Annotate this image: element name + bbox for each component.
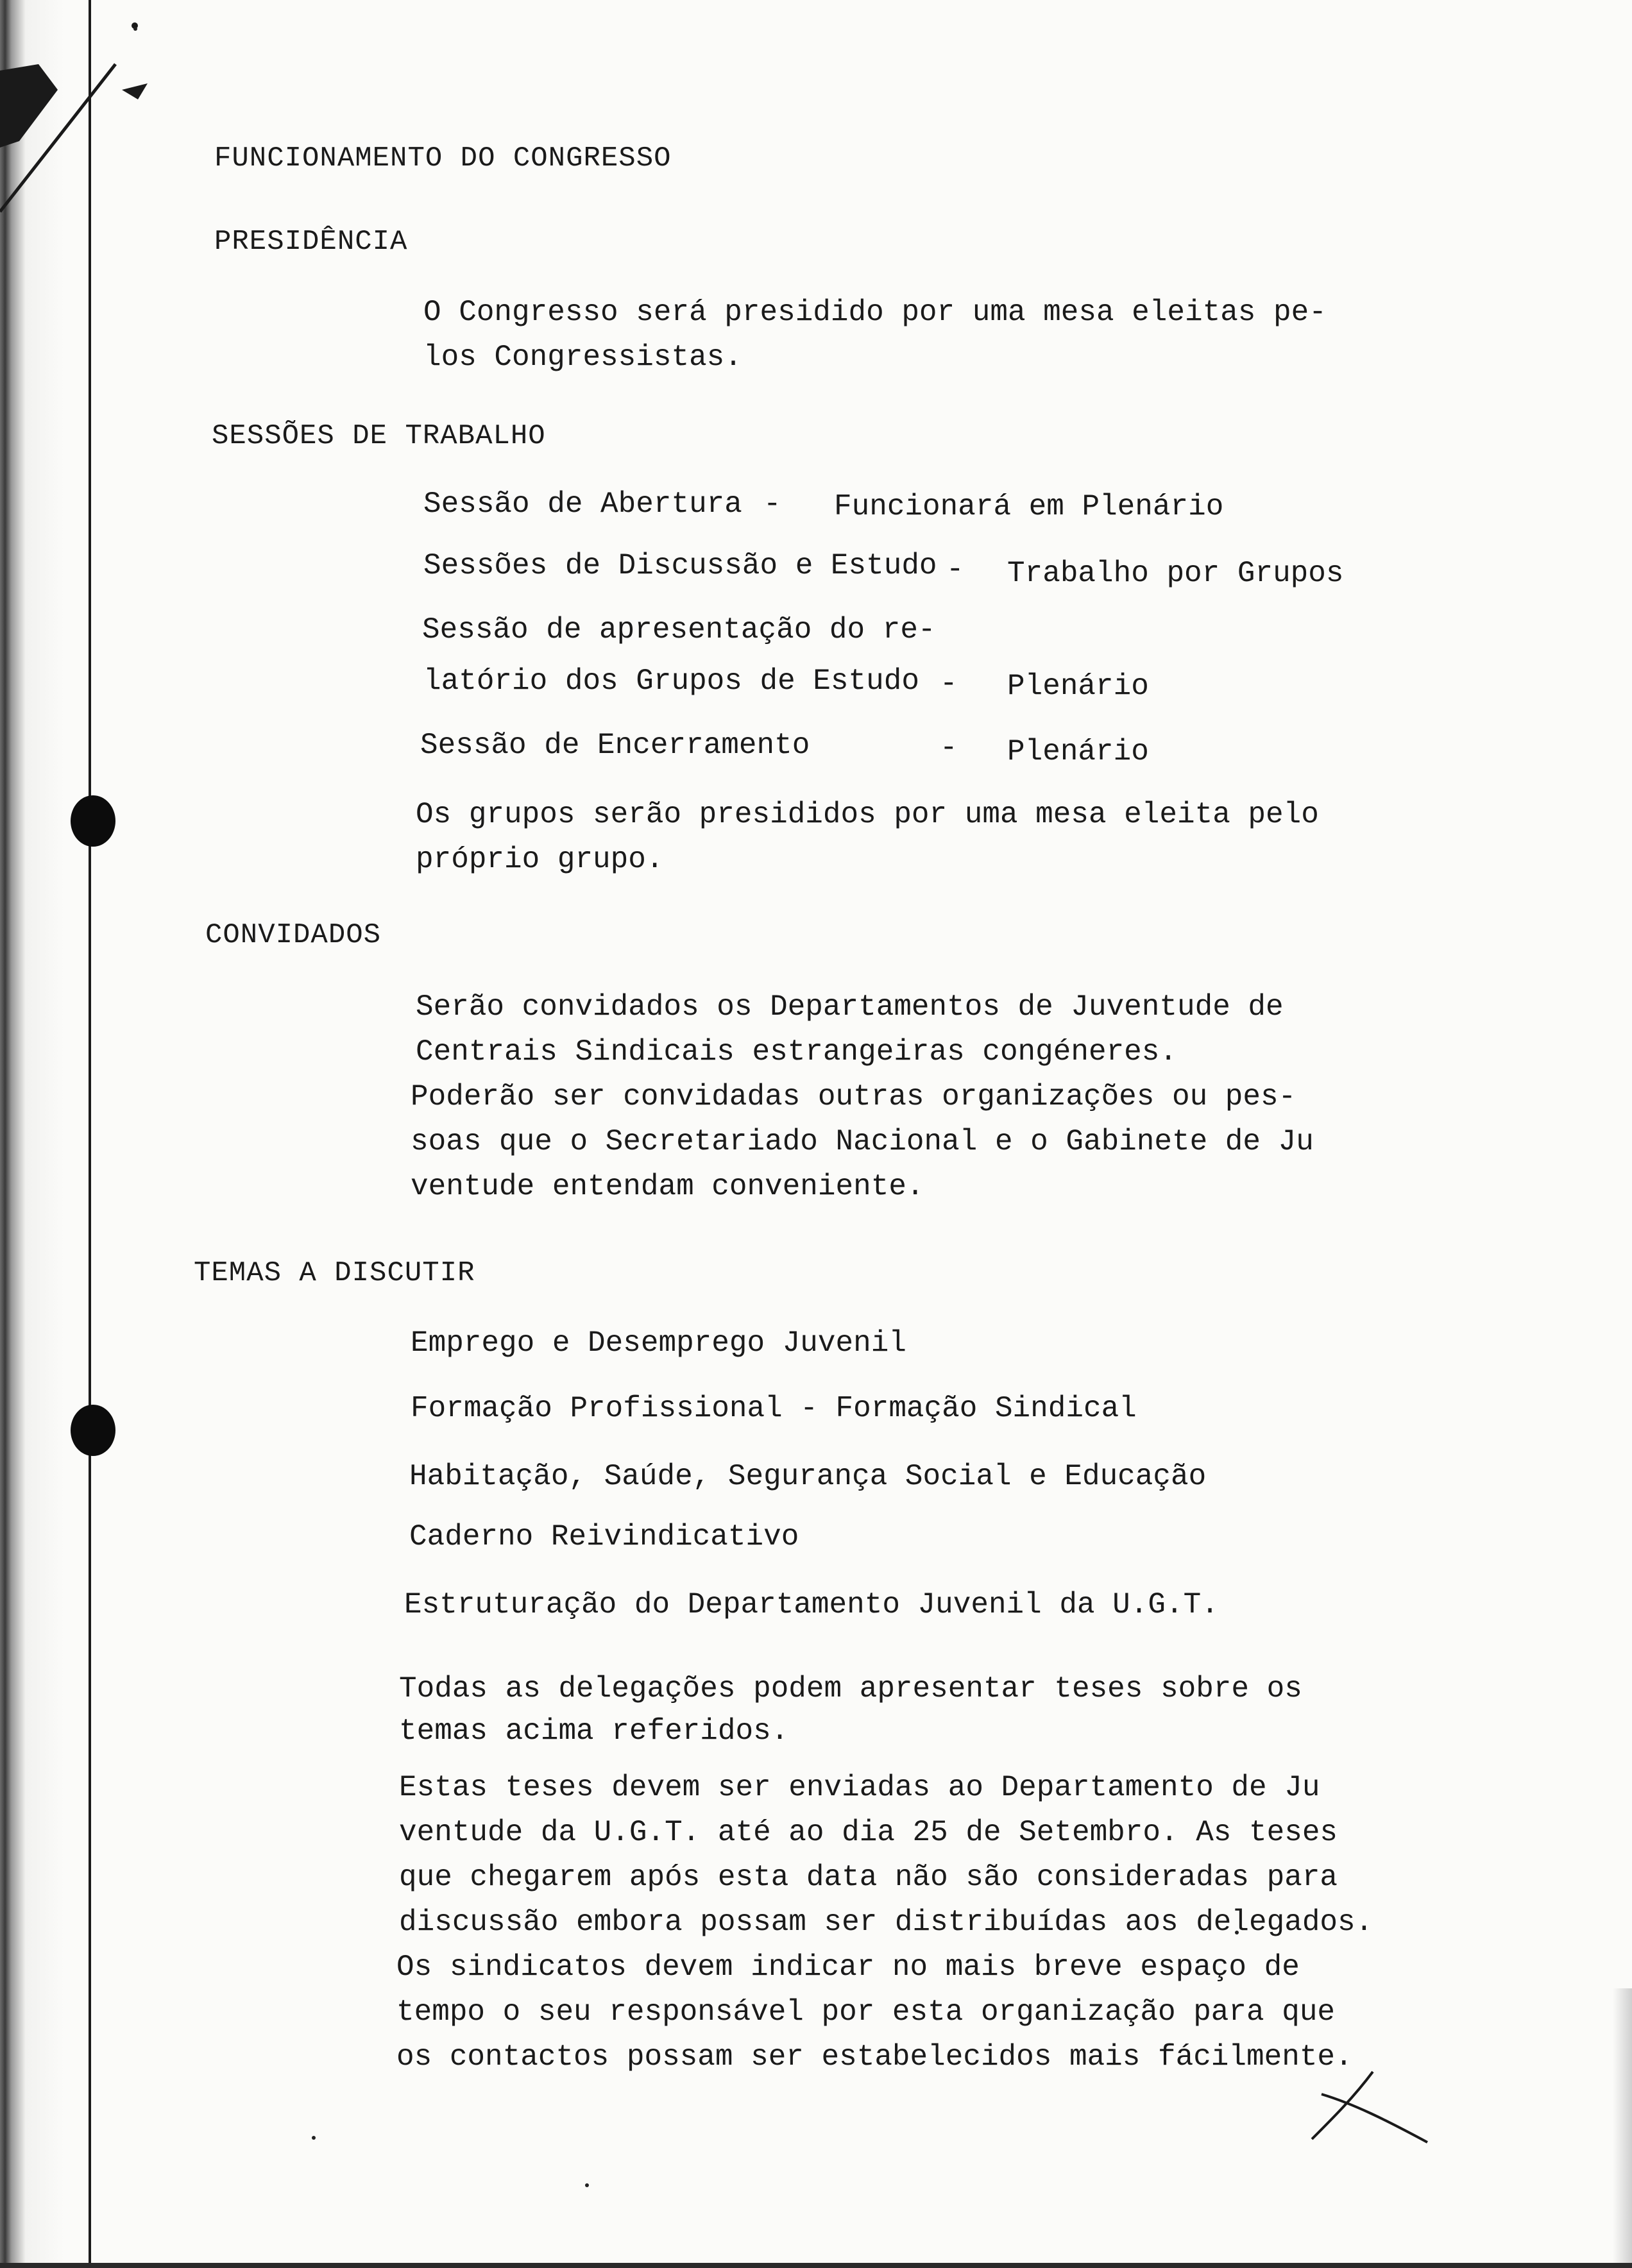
- scan-speck: [133, 27, 137, 31]
- scan-speck: [312, 2136, 316, 2140]
- sessao-encerramento-value: Plenário: [1007, 735, 1149, 768]
- sessao-abertura-label: Sessão de Abertura: [423, 487, 742, 521]
- temas-paragraph-line: discussão embora possam ser distribuídas aos delegados.: [399, 1906, 1373, 1939]
- sessao-discussao-label: Sessões de Discussão e Estudo: [423, 549, 937, 582]
- temas-paragraph-line: que chegarem após esta data não são consideradas para: [399, 1861, 1338, 1894]
- temas-paragraph-line: Os sindicatos devem indicar no mais breve espaço de: [396, 1951, 1300, 1984]
- temas-paragraph-line: os contactos possam ser estabelecidos mais fácilmente.: [396, 2040, 1353, 2074]
- convidados-line: soas que o Secretariado Nacional e o Gabinete de Ju: [411, 1125, 1314, 1158]
- tema-item: Estruturação do Departamento Juvenil da U.G.T.: [404, 1588, 1219, 1621]
- sessao-apresentacao-label: latório dos Grupos de Estudo: [423, 664, 919, 698]
- sessao-apresentacao-value: Plenário: [1007, 670, 1149, 703]
- corner-pen-stroke-icon: [0, 0, 192, 231]
- sessoes-note-line: Os grupos serão presididos por uma mesa eleita pelo: [416, 798, 1319, 831]
- tema-item: Emprego e Desemprego Juvenil: [411, 1326, 906, 1360]
- section-heading-convidados: CONVIDADOS: [205, 919, 382, 951]
- convidados-line: ventude entendam conveniente.: [411, 1170, 924, 1203]
- sessao-apresentacao-label-line1: Sessão de apresentação do re-: [422, 613, 936, 647]
- tema-item: Habitação, Saúde, Segurança Social e Educação: [409, 1460, 1207, 1493]
- convidados-line: Serão convidados os Departamentos de Juventude de: [416, 990, 1284, 1024]
- scan-right-edge-shadow: [1613, 1988, 1632, 2268]
- sessao-abertura-dash: -: [763, 487, 781, 521]
- section-heading-temas: TEMAS A DISCUTIR: [194, 1257, 475, 1289]
- sessao-encerramento-label: Sessão de Encerramento: [420, 729, 810, 762]
- temas-paragraph-line: tempo o seu responsável por esta organização para que: [396, 1995, 1336, 2029]
- sessao-discussao-dash: -: [946, 553, 964, 586]
- sessao-apresentacao-dash: -: [940, 667, 958, 700]
- temas-paragraph-line: ventude da U.G.T. até ao dia 25 de Setembro. As teses: [399, 1816, 1338, 1849]
- sessao-encerramento-dash: -: [940, 731, 958, 765]
- tema-item: Caderno Reivindicativo: [409, 1520, 799, 1553]
- sessao-abertura-value: Funcionará em Plenário: [834, 490, 1224, 523]
- sessoes-note-line: próprio grupo.: [416, 843, 664, 876]
- tema-item: Formação Profissional - Formação Sindical: [411, 1392, 1137, 1425]
- convidados-line: Poderão ser convidadas outras organizações ou pes-: [411, 1080, 1296, 1113]
- scan-left-edge-shadow: [0, 0, 96, 2268]
- scan-bottom-edge: [0, 2263, 1632, 2268]
- presidencia-line: O Congresso será presidido por uma mesa eleitas pe-: [423, 296, 1327, 329]
- section-heading-sessoes: SESSÕES DE TRABALHO: [212, 420, 546, 452]
- temas-paragraph-line: Estas teses devem ser enviadas ao Departamento de Ju: [399, 1771, 1320, 1804]
- margin-rule-line: [89, 0, 91, 2268]
- punch-hole-upper: [71, 795, 115, 847]
- section-heading-funcionamento: FUNCIONAMENTO DO CONGRESSO: [214, 142, 672, 174]
- section-heading-presidencia: PRESIDÊNCIA: [214, 226, 408, 258]
- presidencia-line: los Congressistas.: [423, 341, 742, 374]
- temas-paragraph-line: temas acima referidos.: [399, 1714, 789, 1748]
- convidados-line: Centrais Sindicais estrangeiras congéneres.: [416, 1035, 1177, 1069]
- sessao-discussao-value: Trabalho por Grupos: [1007, 557, 1344, 590]
- scan-speck: [585, 2183, 589, 2187]
- temas-paragraph-line: Todas as delegações podem apresentar teses sobre os: [399, 1672, 1302, 1705]
- punch-hole-lower: [71, 1405, 115, 1456]
